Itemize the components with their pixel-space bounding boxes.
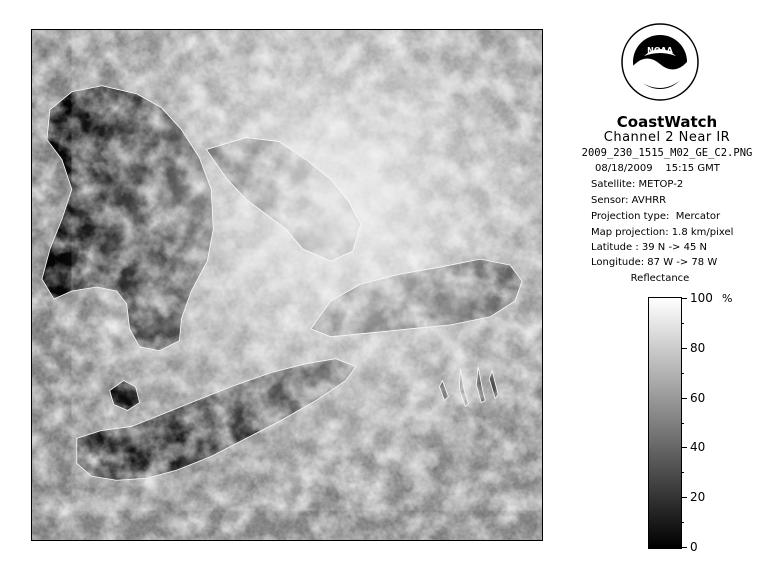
- satellite-label: Satellite: METOP-2: [591, 179, 684, 190]
- colorbar-tick: [681, 547, 687, 548]
- colorbar-tick: [681, 298, 687, 299]
- latitude-range-label: Latitude : 39 N -> 45 N: [591, 242, 707, 253]
- colorbar-tick-label: 60: [690, 390, 706, 405]
- acquisition-datetime: 08/18/2009 15:15 GMT: [595, 163, 720, 174]
- colorbar-minor-tick: [681, 323, 684, 324]
- colorbar-tick-label: 20: [690, 490, 706, 505]
- product-title: Channel 2 Near IR: [603, 130, 731, 145]
- satellite-image-canvas: [32, 30, 542, 540]
- colorbar-tick: [681, 497, 687, 498]
- colorbar-minor-tick: [681, 423, 684, 424]
- colorbar-unit: %: [722, 292, 733, 305]
- colorbar-tick-label: 80: [690, 340, 706, 355]
- brand-title: CoastWatch: [616, 113, 718, 131]
- colorbar-tick-label: 40: [690, 440, 706, 455]
- noaa-logo-icon: [620, 22, 700, 102]
- colorbar-tick: [681, 447, 687, 448]
- colorbar-minor-tick: [681, 373, 684, 374]
- map-projection-label: Map projection: 1.8 km/pixel: [591, 227, 734, 238]
- satellite-image-map: [31, 29, 543, 541]
- colorbar-title: Reflectance: [630, 273, 690, 284]
- file-name: 2009_230_1515_M02_GE_C2.PNG: [581, 147, 753, 159]
- colorbar-tick: [681, 348, 687, 349]
- sensor-label: Sensor: AVHRR: [591, 195, 667, 206]
- colorbar-minor-tick: [681, 472, 684, 473]
- colorbar-tick-label: 100: [690, 291, 713, 305]
- svg-text:NOAA: NOAA: [647, 46, 673, 55]
- reflectance-colorbar: [648, 297, 682, 549]
- colorbar-tick-label: 0: [690, 540, 698, 554]
- colorbar-tick: [681, 398, 687, 399]
- longitude-range-label: Longitude: 87 W -> 78 W: [591, 257, 718, 268]
- colorbar-minor-tick: [681, 522, 684, 523]
- projection-type-label: Projection type: Mercator: [591, 211, 721, 222]
